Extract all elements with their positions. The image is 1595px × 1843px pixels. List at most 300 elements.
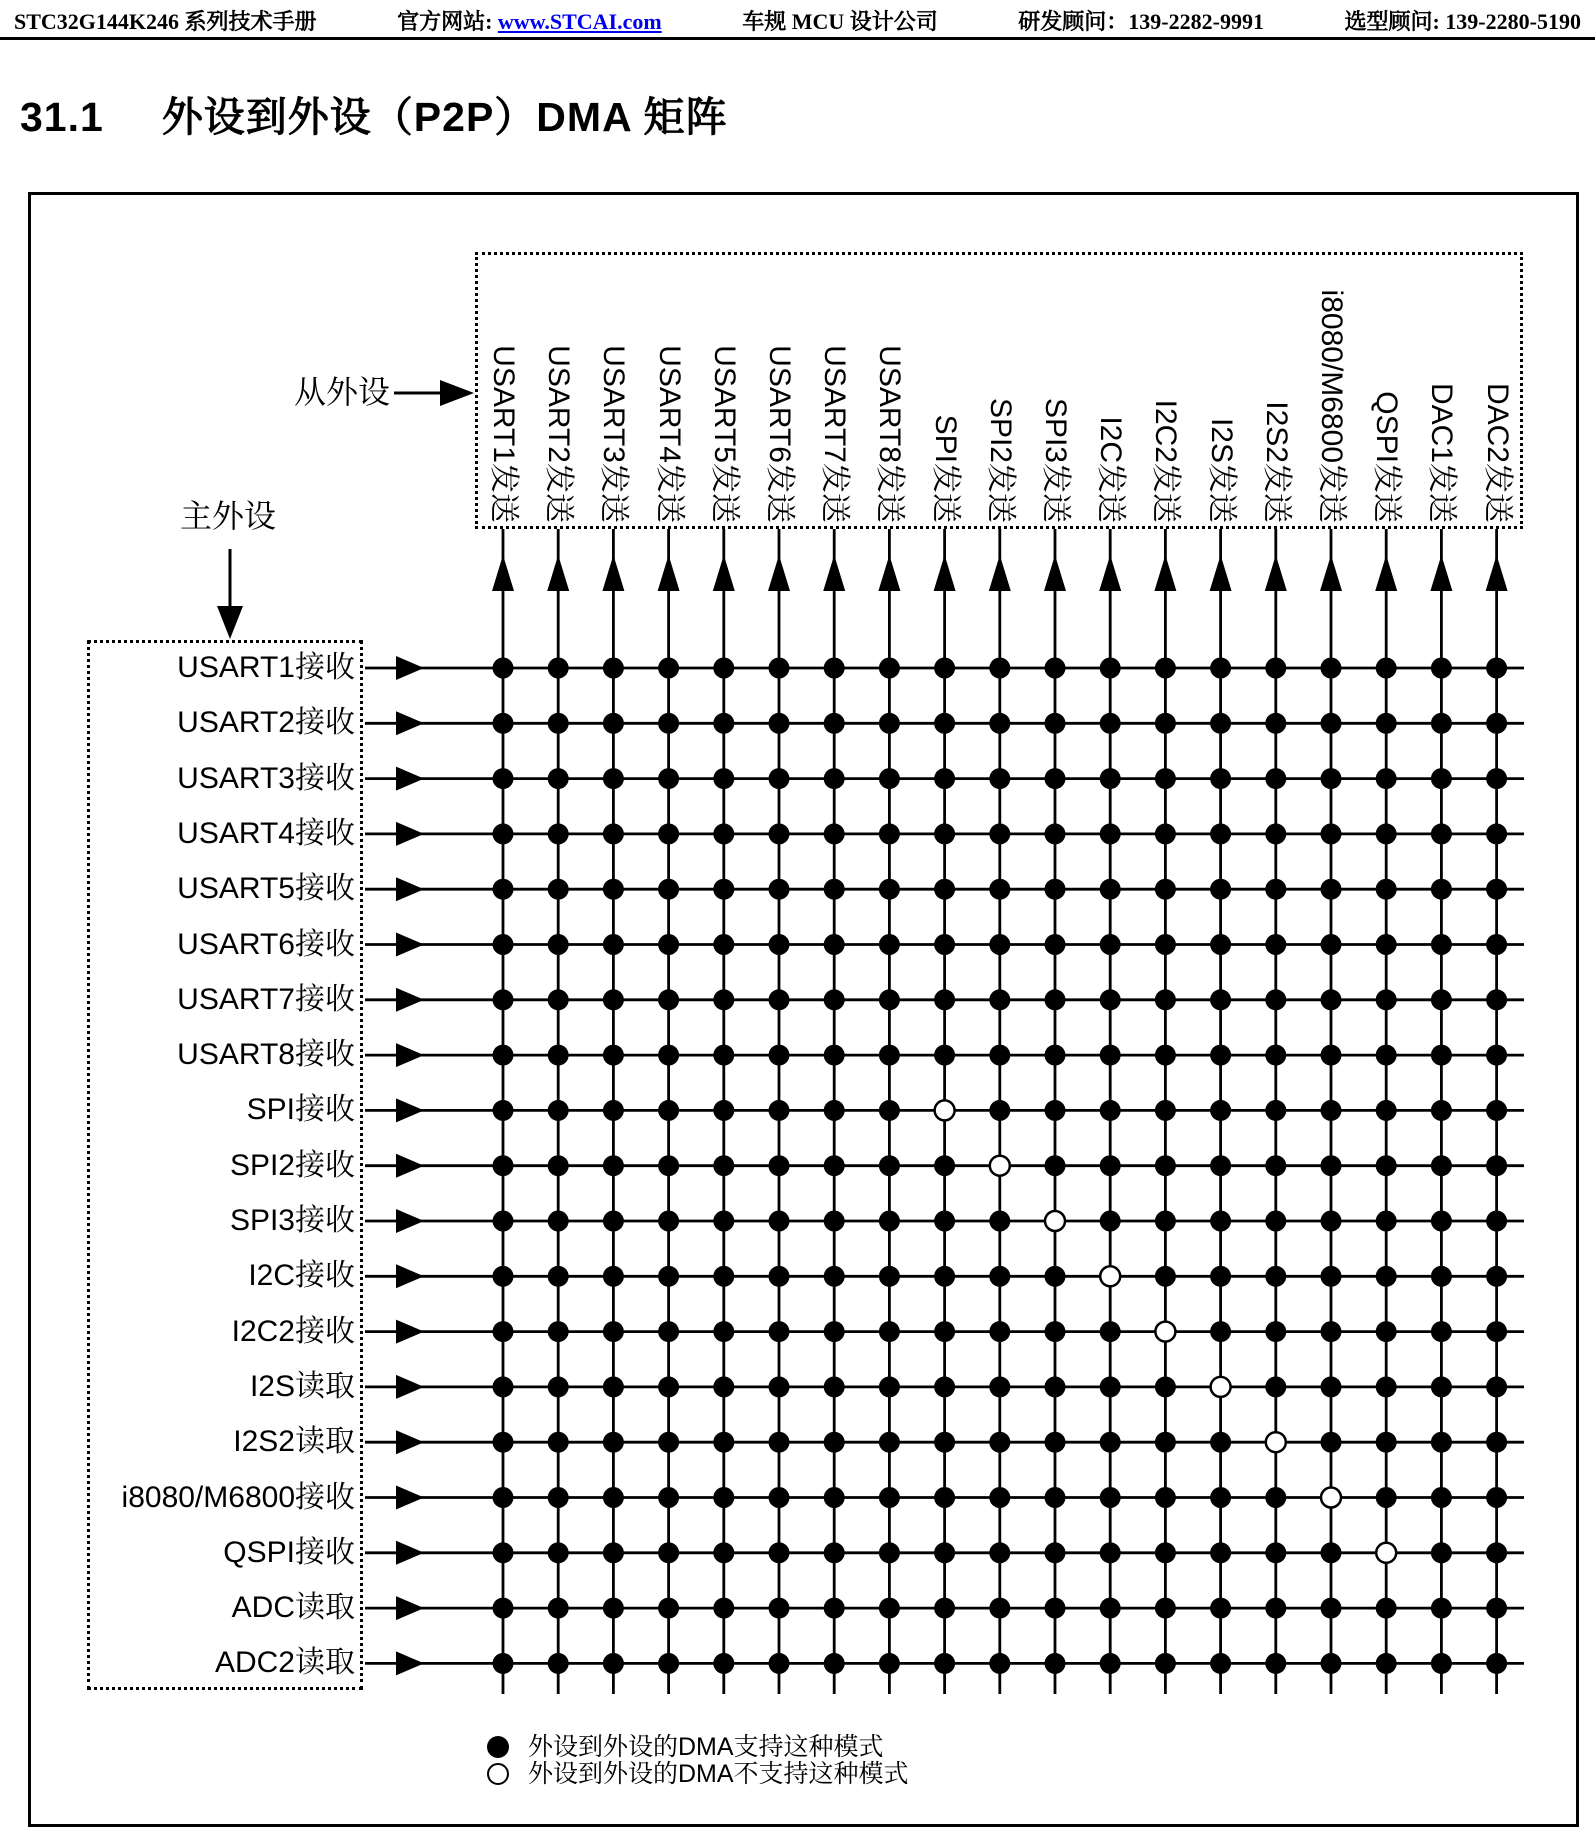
column-arrow-icon [1099,555,1121,591]
column-label: USART6发送 [763,345,796,523]
column-arrow-icon [768,555,790,591]
matrix-dot-filled [493,879,514,900]
matrix-dot-filled [548,1542,569,1563]
matrix-dot-filled [1431,768,1452,789]
matrix-dot-filled [1265,1266,1286,1287]
matrix-dot-filled [1265,1211,1286,1232]
company-label: 车规 MCU 设计公司 [742,9,938,34]
matrix-dot-filled [989,1432,1010,1453]
row-arrow-icon [396,767,424,791]
matrix-dot-filled [989,1211,1010,1232]
matrix-dot-filled [658,1155,679,1176]
matrix-dot-filled [824,1211,845,1232]
matrix-dot-filled [1376,1211,1397,1232]
matrix-dot-filled [548,768,569,789]
matrix-dot-filled [769,1045,790,1066]
row-arrow-icon [396,1486,424,1510]
row-label: USART8接收 [177,1038,355,1072]
matrix-dot-filled [1210,1542,1231,1563]
matrix-dot-filled [1155,1045,1176,1066]
matrix-dot-open [1376,1543,1396,1563]
matrix-dot-filled [1486,658,1507,679]
matrix-dot-open [1266,1432,1286,1452]
matrix-dot-filled [493,823,514,844]
matrix-dot-filled [548,1155,569,1176]
matrix-dot-filled [658,1045,679,1066]
row-arrow-icon [396,877,424,901]
column-label: DAC1发送 [1425,382,1459,523]
matrix-dot-filled [989,1321,1010,1342]
matrix-dot-filled [603,1376,624,1397]
legend-filled-dot-icon [487,1736,509,1758]
matrix-dot-filled [1265,658,1286,679]
matrix-dot-filled [989,879,1010,900]
matrix-grid [365,529,1524,1694]
row-arrow-icon [396,1320,424,1344]
column-label: USART4发送 [652,345,686,523]
matrix-dot-filled [548,1100,569,1121]
matrix-dot-filled [989,1045,1010,1066]
matrix-dot-filled [824,989,845,1010]
matrix-dot-filled [879,823,900,844]
section-number: 31.1 [20,94,104,140]
matrix-dot-filled [769,823,790,844]
row-arrow-icon [396,1375,424,1399]
matrix-dot-filled [1100,934,1121,955]
matrix-dot-filled [989,1100,1010,1121]
row-arrow-icon [396,1541,424,1565]
column-arrow-icon [658,555,680,591]
column-arrow-icon [1265,555,1287,591]
column-arrow-icon [989,555,1011,591]
matrix-dot-filled [658,658,679,679]
matrix-dot-filled [1486,989,1507,1010]
matrix-dot-filled [1431,823,1452,844]
matrix-dot-filled [1100,1376,1121,1397]
matrix-dot-filled [658,879,679,900]
matrix-dot-filled [548,1653,569,1674]
matrix-dot-filled [1155,713,1176,734]
matrix-dot-filled [1045,1045,1066,1066]
matrix-dot-filled [769,1598,790,1619]
matrix-dot-filled [1265,989,1286,1010]
matrix-dot-filled [493,1266,514,1287]
matrix-dot-filled [713,934,734,955]
matrix-dot-filled [989,658,1010,679]
row-arrow-icon [396,711,424,735]
row-label: SPI3接收 [229,1204,355,1237]
matrix-dot-filled [1431,1100,1452,1121]
matrix-dot-filled [934,1376,955,1397]
matrix-dot-filled [548,1598,569,1619]
from-peripheral-arrow-icon [394,380,474,406]
column-label: QSPI发送 [1370,391,1404,523]
matrix-dot-filled [713,1653,734,1674]
row-label: I2S2读取 [233,1425,355,1459]
matrix-dot-filled [1045,934,1066,955]
matrix-dot-filled [1321,1376,1342,1397]
matrix-dot-filled [603,713,624,734]
matrix-dot-filled [989,768,1010,789]
row-label: SPI接收 [246,1093,355,1127]
row-arrow-icon [396,656,424,680]
matrix-dot-filled [713,823,734,844]
matrix-dot-filled [1210,1432,1231,1453]
matrix-dot-filled [1376,1045,1397,1066]
matrix-dot-filled [1155,658,1176,679]
matrix-dot-filled [1100,879,1121,900]
matrix-dot-filled [603,934,624,955]
column-arrow-icon [602,555,624,591]
matrix-dot-filled [989,713,1010,734]
row-arrow-icon [396,1043,424,1067]
matrix-dot-filled [658,823,679,844]
matrix-dot-filled [824,1155,845,1176]
matrix-dot-filled [1431,934,1452,955]
matrix-dot-filled [1045,1321,1066,1342]
matrix-dot-filled [548,879,569,900]
matrix-dot-filled [1155,1487,1176,1508]
matrix-dot-filled [824,1266,845,1287]
matrix-dot-filled [493,1155,514,1176]
matrix-dot-filled [769,934,790,955]
matrix-dot-filled [1486,1598,1507,1619]
matrix-dot-filled [879,1487,900,1508]
column-arrow-icon [1154,555,1176,591]
matrix-dot-filled [824,934,845,955]
matrix-dot-filled [934,1542,955,1563]
matrix-dot-open [1100,1266,1120,1286]
matrix-dot-filled [1210,1266,1231,1287]
matrix-dot-filled [713,1045,734,1066]
matrix-dot-filled [1045,1266,1066,1287]
matrix-dot-filled [824,713,845,734]
matrix-dot-filled [658,1542,679,1563]
matrix-dot-filled [713,1542,734,1563]
matrix-dot-filled [1431,1542,1452,1563]
row-label: QSPI接收 [223,1535,355,1569]
matrix-dot-filled [1376,1376,1397,1397]
matrix-dot-open [1045,1211,1065,1231]
matrix-dot-filled [1100,1211,1121,1232]
matrix-dot-filled [1100,1045,1121,1066]
matrix-dot-filled [603,1542,624,1563]
matrix-dot-filled [824,658,845,679]
matrix-dot-filled [1045,989,1066,1010]
matrix-dot-filled [879,879,900,900]
matrix-dot-filled [1045,879,1066,900]
matrix-dot-filled [548,1376,569,1397]
matrix-dot-filled [713,1321,734,1342]
matrix-dot-filled [879,1321,900,1342]
row-label: ADC读取 [231,1591,355,1625]
matrix-dot-filled [1155,768,1176,789]
matrix-dot-filled [713,768,734,789]
matrix-dot-filled [1155,1100,1176,1121]
matrix-dot-filled [1210,1045,1231,1066]
matrix-dot-filled [1431,1045,1452,1066]
matrix-dot-filled [493,1542,514,1563]
matrix-dot-filled [548,823,569,844]
official-site-link[interactable]: www.STCAI.com [497,9,662,34]
matrix-dot-filled [1100,768,1121,789]
matrix-dot-filled [934,823,955,844]
matrix-dot-filled [493,713,514,734]
matrix-dot-filled [1210,1321,1231,1342]
matrix-dot-filled [934,768,955,789]
matrix-dot-filled [1265,934,1286,955]
matrix-dot-filled [603,1045,624,1066]
matrix-dot-filled [713,1155,734,1176]
matrix-dot-open [1155,1322,1175,1342]
matrix-dot-filled [1045,1100,1066,1121]
matrix-dot-filled [1210,934,1231,955]
matrix-dot-filled [1486,1321,1507,1342]
matrix-dot-filled [603,1653,624,1674]
matrix-dot-filled [658,1321,679,1342]
matrix-dot-filled [1265,1487,1286,1508]
matrix-dot-filled [1100,823,1121,844]
matrix-dot-filled [1376,1266,1397,1287]
matrix-dot-filled [934,989,955,1010]
matrix-dot-filled [934,713,955,734]
column-label: I2C发送 [1094,416,1128,523]
matrix-dot-filled [879,1376,900,1397]
matrix-dot-filled [769,1155,790,1176]
matrix-dot-filled [658,1211,679,1232]
matrix-dot-filled [493,1376,514,1397]
matrix-dot-filled [658,1376,679,1397]
matrix-dot-filled [493,658,514,679]
matrix-dot-filled [1155,1211,1176,1232]
matrix-dot-filled [989,823,1010,844]
matrix-dot-open [935,1100,955,1120]
column-label: I2S2发送 [1259,401,1293,523]
matrix-dot-filled [493,1432,514,1453]
matrix-dot-filled [603,823,624,844]
matrix-dot-filled [989,1653,1010,1674]
matrix-dot-filled [713,658,734,679]
matrix-dot-filled [824,879,845,900]
matrix-dot-filled [824,1432,845,1453]
matrix-dot-filled [1376,713,1397,734]
matrix-dot-filled [1376,989,1397,1010]
matrix-dot-filled [603,1100,624,1121]
matrix-dot-filled [493,1045,514,1066]
matrix-dot-filled [1431,713,1452,734]
matrix-dot-filled [1321,1266,1342,1287]
matrix-dot-filled [1155,823,1176,844]
matrix-dot-filled [603,658,624,679]
row-label: I2C2接收 [231,1314,355,1348]
matrix-dot-filled [1155,1542,1176,1563]
matrix-dot-filled [1265,1653,1286,1674]
matrix-dot-filled [1100,1100,1121,1121]
matrix-dot-filled [1321,1100,1342,1121]
matrix-dot-filled [769,989,790,1010]
row-label: USART7接收 [177,982,355,1016]
row-arrow-icon [396,1264,424,1288]
matrix-dot-filled [1486,1376,1507,1397]
legend-open-dot-icon [487,1763,509,1785]
matrix-dot-filled [548,713,569,734]
matrix-dot-filled [1321,768,1342,789]
matrix-dot-filled [1431,1155,1452,1176]
matrix-dot-filled [1376,768,1397,789]
column-arrow-icon [1210,555,1232,591]
matrix-dot-filled [1321,658,1342,679]
column-label: USART5发送 [707,345,741,523]
matrix-dot-filled [989,1487,1010,1508]
column-arrow-icon [492,555,514,591]
matrix-dot-filled [493,1487,514,1508]
matrix-dot-filled [603,768,624,789]
matrix-dot-filled [1431,1487,1452,1508]
matrix-dot-filled [658,768,679,789]
column-label: USART2发送 [542,345,576,523]
matrix-dot-filled [1431,879,1452,900]
matrix-dot-filled [1155,1598,1176,1619]
column-label: USART1发送 [487,345,520,523]
matrix-dot-filled [1376,1321,1397,1342]
matrix-dot-filled [713,1487,734,1508]
column-label: USART7发送 [818,345,852,523]
matrix-dot-filled [1210,768,1231,789]
matrix-dot-filled [658,989,679,1010]
row-arrow-icon [396,822,424,846]
matrix-dot-filled [1486,1266,1507,1287]
matrix-dot-filled [1321,1321,1342,1342]
column-label: DAC2发送 [1480,382,1514,523]
matrix-dot-filled [1210,713,1231,734]
legend-support-label: 外设到外设的DMA支持这种模式 [528,1733,884,1761]
matrix-dot-filled [1100,989,1121,1010]
matrix-dot-open [990,1156,1010,1176]
column-label: i8080/M6800发送 [1315,289,1348,523]
matrix-dot-filled [989,1266,1010,1287]
matrix-dot-filled [769,1487,790,1508]
matrix-dot-filled [824,1376,845,1397]
matrix-dot-filled [934,658,955,679]
matrix-dot-filled [1376,823,1397,844]
matrix-dot-filled [1100,658,1121,679]
matrix-dot-filled [1265,713,1286,734]
from-peripheral-label: 从外设 [293,374,390,410]
matrix-dot-filled [1486,934,1507,955]
matrix-dot-filled [1321,1432,1342,1453]
matrix-dot-filled [824,1542,845,1563]
matrix-dot-filled [493,1321,514,1342]
matrix-dot-filled [824,1321,845,1342]
row-arrow-icon [396,1596,424,1620]
matrix-dot-filled [1321,1211,1342,1232]
matrix-dot-filled [1045,1155,1066,1176]
matrix-dot-open [1321,1488,1341,1508]
row-label: USART4接收 [177,816,355,850]
column-arrow-icon [1375,555,1397,591]
column-label: USART8发送 [873,345,907,523]
legend-unsupport-label: 外设到外设的DMA不支持这种模式 [528,1760,909,1788]
matrix-dot-filled [934,1321,955,1342]
matrix-dot-filled [1431,1211,1452,1232]
matrix-dot-filled [658,934,679,955]
matrix-dot-filled [1265,1045,1286,1066]
matrix-dot-filled [493,934,514,955]
matrix-dot-filled [1265,1321,1286,1342]
matrix-dot-filled [1045,658,1066,679]
matrix-dot-filled [1376,1487,1397,1508]
row-label: USART5接收 [177,872,355,906]
matrix-dot-filled [1321,1598,1342,1619]
matrix-dot-filled [1265,768,1286,789]
row-label: i8080/M6800接收 [121,1480,355,1514]
row-label: USART6接收 [177,927,355,961]
matrix-dot-filled [1210,879,1231,900]
matrix-dot-filled [603,1211,624,1232]
matrix-dot-filled [713,1432,734,1453]
matrix-dot-filled [1210,1155,1231,1176]
matrix-dot-filled [1210,1598,1231,1619]
matrix-dot-filled [658,1432,679,1453]
matrix-dot-filled [769,1376,790,1397]
matrix-dot-filled [934,1653,955,1674]
matrix-dot-filled [493,1211,514,1232]
matrix-dot-filled [769,1321,790,1342]
matrix-dot-filled [934,1266,955,1287]
column-arrow-icon [1320,555,1342,591]
row-label: USART1接收 [177,651,355,684]
column-arrow-icon [878,555,900,591]
matrix-dot-filled [1431,1266,1452,1287]
matrix-dot-filled [493,768,514,789]
matrix-dot-filled [1265,1100,1286,1121]
matrix-dot-filled [603,989,624,1010]
matrix-dot-filled [1100,1155,1121,1176]
matrix-dot-filled [713,1211,734,1232]
matrix-dot-filled [1486,713,1507,734]
matrix-dot-filled [1045,1487,1066,1508]
matrix-dot-filled [1045,1653,1066,1674]
matrix-dot-filled [1210,989,1231,1010]
row-arrow-icon [396,988,424,1012]
matrix-dot-filled [769,1266,790,1287]
matrix-dot-filled [1210,1100,1231,1121]
matrix-dot-filled [1155,1376,1176,1397]
matrix-dot-filled [1486,1432,1507,1453]
matrix-dot-filled [1045,768,1066,789]
matrix-dot-filled [934,879,955,900]
matrix-dot-filled [658,1487,679,1508]
row-arrow-icon [396,933,424,957]
matrix-dot-filled [603,1487,624,1508]
column-arrow-icon [1430,555,1452,591]
matrix-dot-filled [1376,1432,1397,1453]
site-label: 官方网站: [397,9,493,34]
matrix-dot-filled [1210,1211,1231,1232]
matrix-dot-filled [1321,934,1342,955]
row-arrow-icon [396,1098,424,1122]
matrix-dot-filled [1431,658,1452,679]
matrix-dot-filled [548,1266,569,1287]
matrix-dot-filled [603,1155,624,1176]
matrix-dot-filled [603,1432,624,1453]
matrix-dot-filled [1265,1542,1286,1563]
matrix-dot-filled [713,1598,734,1619]
column-label: I2C2发送 [1149,399,1183,523]
matrix-dot-filled [493,1653,514,1674]
matrix-dot-filled [989,989,1010,1010]
matrix-dot-filled [1265,1155,1286,1176]
